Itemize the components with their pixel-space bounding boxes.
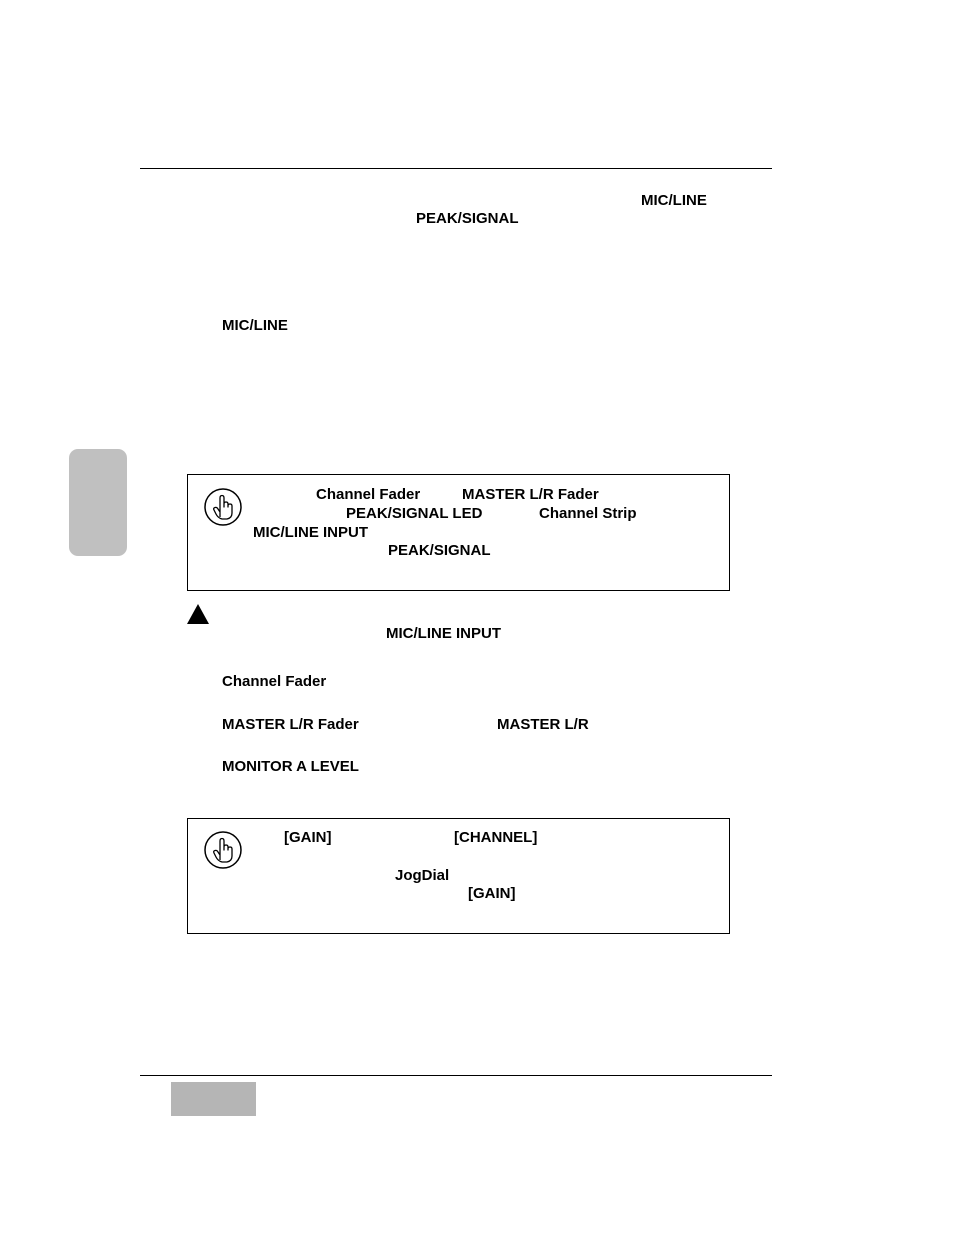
term-master-lr: MASTER L/R [497, 716, 589, 733]
term-master-fader: MASTER L/R Fader [222, 716, 359, 733]
term-channel: [CHANNEL] [454, 829, 538, 846]
term-channel-fader: Channel Fader [316, 486, 421, 503]
warning-triangle-icon [187, 604, 209, 624]
term-jogdial: JogDial [395, 867, 450, 884]
term-master-fader: MASTER L/R Fader [462, 486, 599, 503]
term-mic-line-input: MIC/LINE INPUT [386, 625, 501, 642]
term-mic-line-input: MIC/LINE INPUT [253, 524, 368, 541]
term-peak-signal: PEAK/SIGNAL [416, 210, 519, 227]
section-tab [69, 449, 127, 556]
term-mic-line: MIC/LINE [641, 192, 707, 209]
pointing-hand-icon [203, 487, 243, 527]
term-channel-strip: Channel Strip [539, 505, 637, 522]
term-channel-fader: Channel Fader [222, 673, 327, 690]
footer-rule [140, 1075, 772, 1076]
pointing-hand-icon [203, 830, 243, 870]
term-gain: [GAIN] [468, 885, 516, 902]
term-peak-signal-led: PEAK/SIGNAL LED [346, 505, 483, 522]
page-number-box [171, 1082, 256, 1116]
term-monitor-a-level: MONITOR A LEVEL [222, 758, 359, 775]
term-peak-signal: PEAK/SIGNAL [388, 542, 491, 559]
term-gain: [GAIN] [284, 829, 332, 846]
term-mic-line: MIC/LINE [222, 317, 288, 334]
header-rule [140, 168, 772, 169]
